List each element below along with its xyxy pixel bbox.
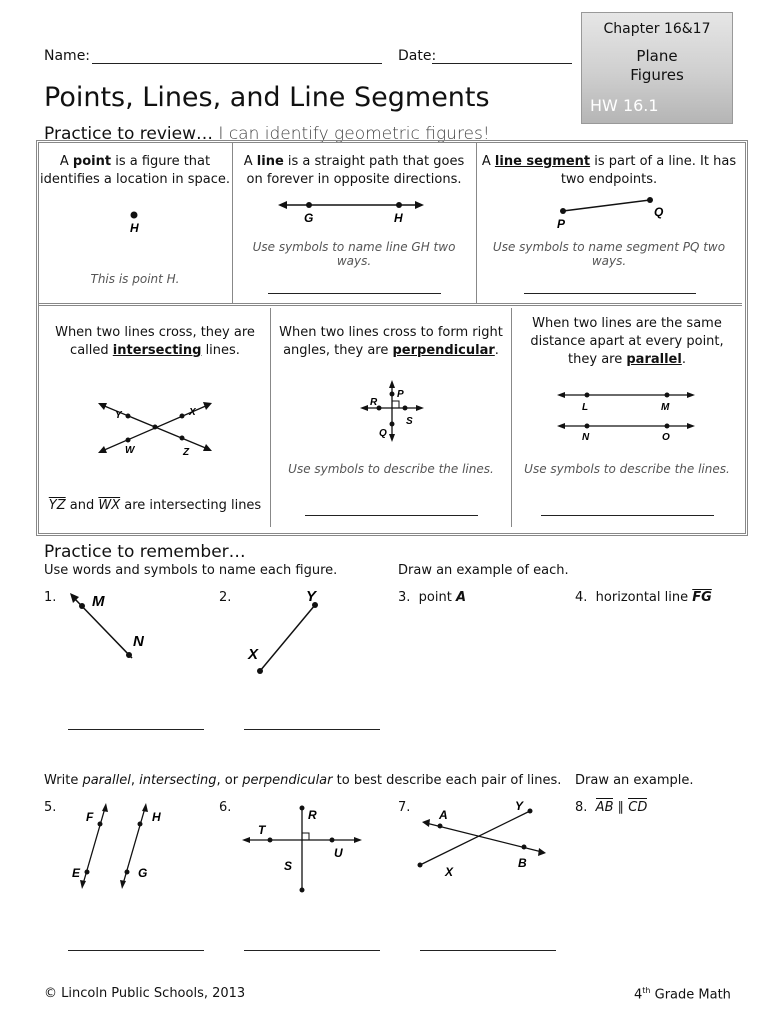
perpendicular-definition: When two lines cross to form right angles, they are perpendicular.: [279, 325, 503, 358]
footer-grade: 4th Grade Math: [634, 986, 731, 1003]
parallel-diagram: [515, 385, 739, 445]
svg-text:T: T: [258, 823, 266, 837]
q7-answer-field[interactable]: [420, 950, 556, 951]
parallel-prompt: Use symbols to describe the lines.: [524, 462, 730, 476]
svg-text:A: A: [439, 808, 448, 822]
q6-diagram: [240, 800, 370, 900]
svg-text:B: B: [518, 856, 527, 870]
segment-definition: A line segment is part of a line. It has two endpoints.: [481, 154, 737, 187]
remember-title: Practice to remember…: [44, 542, 246, 562]
q4-drawing-area[interactable]: [575, 612, 735, 732]
instruction-left: Use words and symbols to name each figure.: [44, 563, 338, 578]
q6-number: 6.: [219, 800, 232, 815]
q8-drawing-area[interactable]: [575, 822, 735, 942]
svg-text:E: E: [72, 866, 81, 880]
line-label-g: G: [304, 211, 314, 225]
segment-diagram: [478, 190, 740, 240]
svg-text:Q: Q: [379, 428, 387, 439]
date-label: Date:: [398, 48, 437, 64]
col-divider: [270, 308, 271, 527]
parallel-definition: When two lines are the same distance apart at every point, they are parallel.: [530, 316, 724, 367]
svg-text:X: X: [189, 407, 196, 418]
q1-label-m: M: [92, 593, 105, 610]
row-divider: [39, 303, 742, 306]
col-divider: [476, 143, 477, 303]
q2-number: 2.: [219, 590, 232, 605]
page-title: Points, Lines, and Line Segments: [44, 82, 490, 113]
q2-diagram: [240, 585, 340, 680]
q7-number: 7.: [398, 800, 411, 815]
segment-answer-field[interactable]: [524, 293, 696, 294]
col-divider: [232, 143, 233, 303]
svg-text:H: H: [152, 810, 161, 824]
svg-text:G: G: [138, 866, 148, 880]
q7-diagram: [410, 795, 560, 885]
q2-answer-field[interactable]: [244, 729, 380, 730]
page-subtitle: Practice to review… I can identify geometric figures!: [44, 124, 490, 144]
svg-text:S: S: [406, 416, 413, 427]
intersecting-diagram: [44, 385, 266, 470]
svg-text:Z: Z: [183, 447, 190, 458]
svg-text:R: R: [308, 808, 317, 822]
col-divider: [511, 308, 512, 527]
q4-prompt: 4. horizontal line $\overline{FG}$: [575, 590, 712, 605]
svg-text:U: U: [334, 846, 343, 860]
point-diagram: [40, 200, 230, 240]
q8-prompt: 8. AB ∥ CD: [575, 800, 648, 815]
segment-label-p: P: [557, 217, 566, 231]
perpendicular-diagram: [274, 378, 508, 448]
q5-diagram: [60, 800, 180, 900]
intersecting-definition: When two lines cross, they are called intersecting lines.: [55, 325, 255, 358]
perpendicular-prompt: Use symbols to describe the lines.: [288, 462, 494, 476]
point-label: H: [130, 221, 139, 235]
q2-label-x: X: [248, 646, 259, 663]
q1-number: 1.: [44, 590, 57, 605]
svg-text:N: N: [582, 432, 590, 443]
instruction-second-right: Draw an example.: [575, 773, 694, 788]
parallel-answer-field[interactable]: [541, 515, 714, 516]
point-h: [131, 212, 138, 219]
chapter-badge: [581, 12, 733, 124]
line-prompt: Use symbols to name line GH two ways.: [252, 240, 456, 268]
q3-drawing-area[interactable]: [398, 612, 558, 732]
svg-text:P: P: [397, 389, 404, 400]
svg-text:R: R: [370, 397, 378, 408]
chapter-label: Chapter 16&17: [603, 21, 711, 37]
svg-text:Y: Y: [115, 410, 122, 421]
topic-label: Plane Figures: [630, 47, 684, 84]
line-diagram: [234, 195, 474, 230]
q5-answer-field[interactable]: [68, 950, 204, 951]
svg-text:X: X: [445, 865, 454, 879]
svg-text:W: W: [125, 445, 135, 456]
hw-label: HW 16.1: [590, 96, 659, 115]
q6-answer-field[interactable]: [244, 950, 380, 951]
footer-copyright: © Lincoln Public Schools, 2013: [44, 986, 246, 1001]
svg-text:M: M: [661, 402, 670, 413]
q1-answer-field[interactable]: [68, 729, 204, 730]
line-answer-field[interactable]: [268, 293, 441, 294]
svg-text:O: O: [662, 432, 670, 443]
line-definition: A line is a straight path that goes on forever in opposite directions.: [243, 154, 465, 187]
point-definition: A point is a figure that identifies a location in space.: [40, 154, 230, 187]
q2-label-y: Y: [306, 588, 317, 605]
q1-label-n: N: [133, 633, 144, 650]
segment-label-q: Q: [654, 205, 664, 219]
q5-number: 5.: [44, 800, 57, 815]
intersecting-answer: $\overline{YZ}$ and $\overline{WX}$ are intersecting lines: [48, 498, 262, 513]
q3-prompt: 3. point A: [398, 590, 467, 605]
date-field[interactable]: [432, 63, 572, 64]
instruction-second: Write parallel, intersecting, or perpendicular to best describe each pair of lines.: [44, 773, 562, 788]
svg-text:F: F: [86, 810, 94, 824]
svg-text:S: S: [284, 859, 293, 873]
q1-diagram: [60, 588, 160, 668]
line-label-h: H: [394, 211, 403, 225]
svg-text:Y: Y: [515, 799, 524, 813]
name-field[interactable]: [92, 63, 382, 64]
svg-text:L: L: [582, 402, 589, 413]
perpendicular-answer-field[interactable]: [305, 515, 478, 516]
instruction-right: Draw an example of each.: [398, 563, 569, 578]
segment-prompt: Use symbols to name segment PQ two ways.: [492, 240, 726, 268]
name-label: Name:: [44, 48, 91, 64]
point-caption: This is point H.: [90, 272, 180, 286]
